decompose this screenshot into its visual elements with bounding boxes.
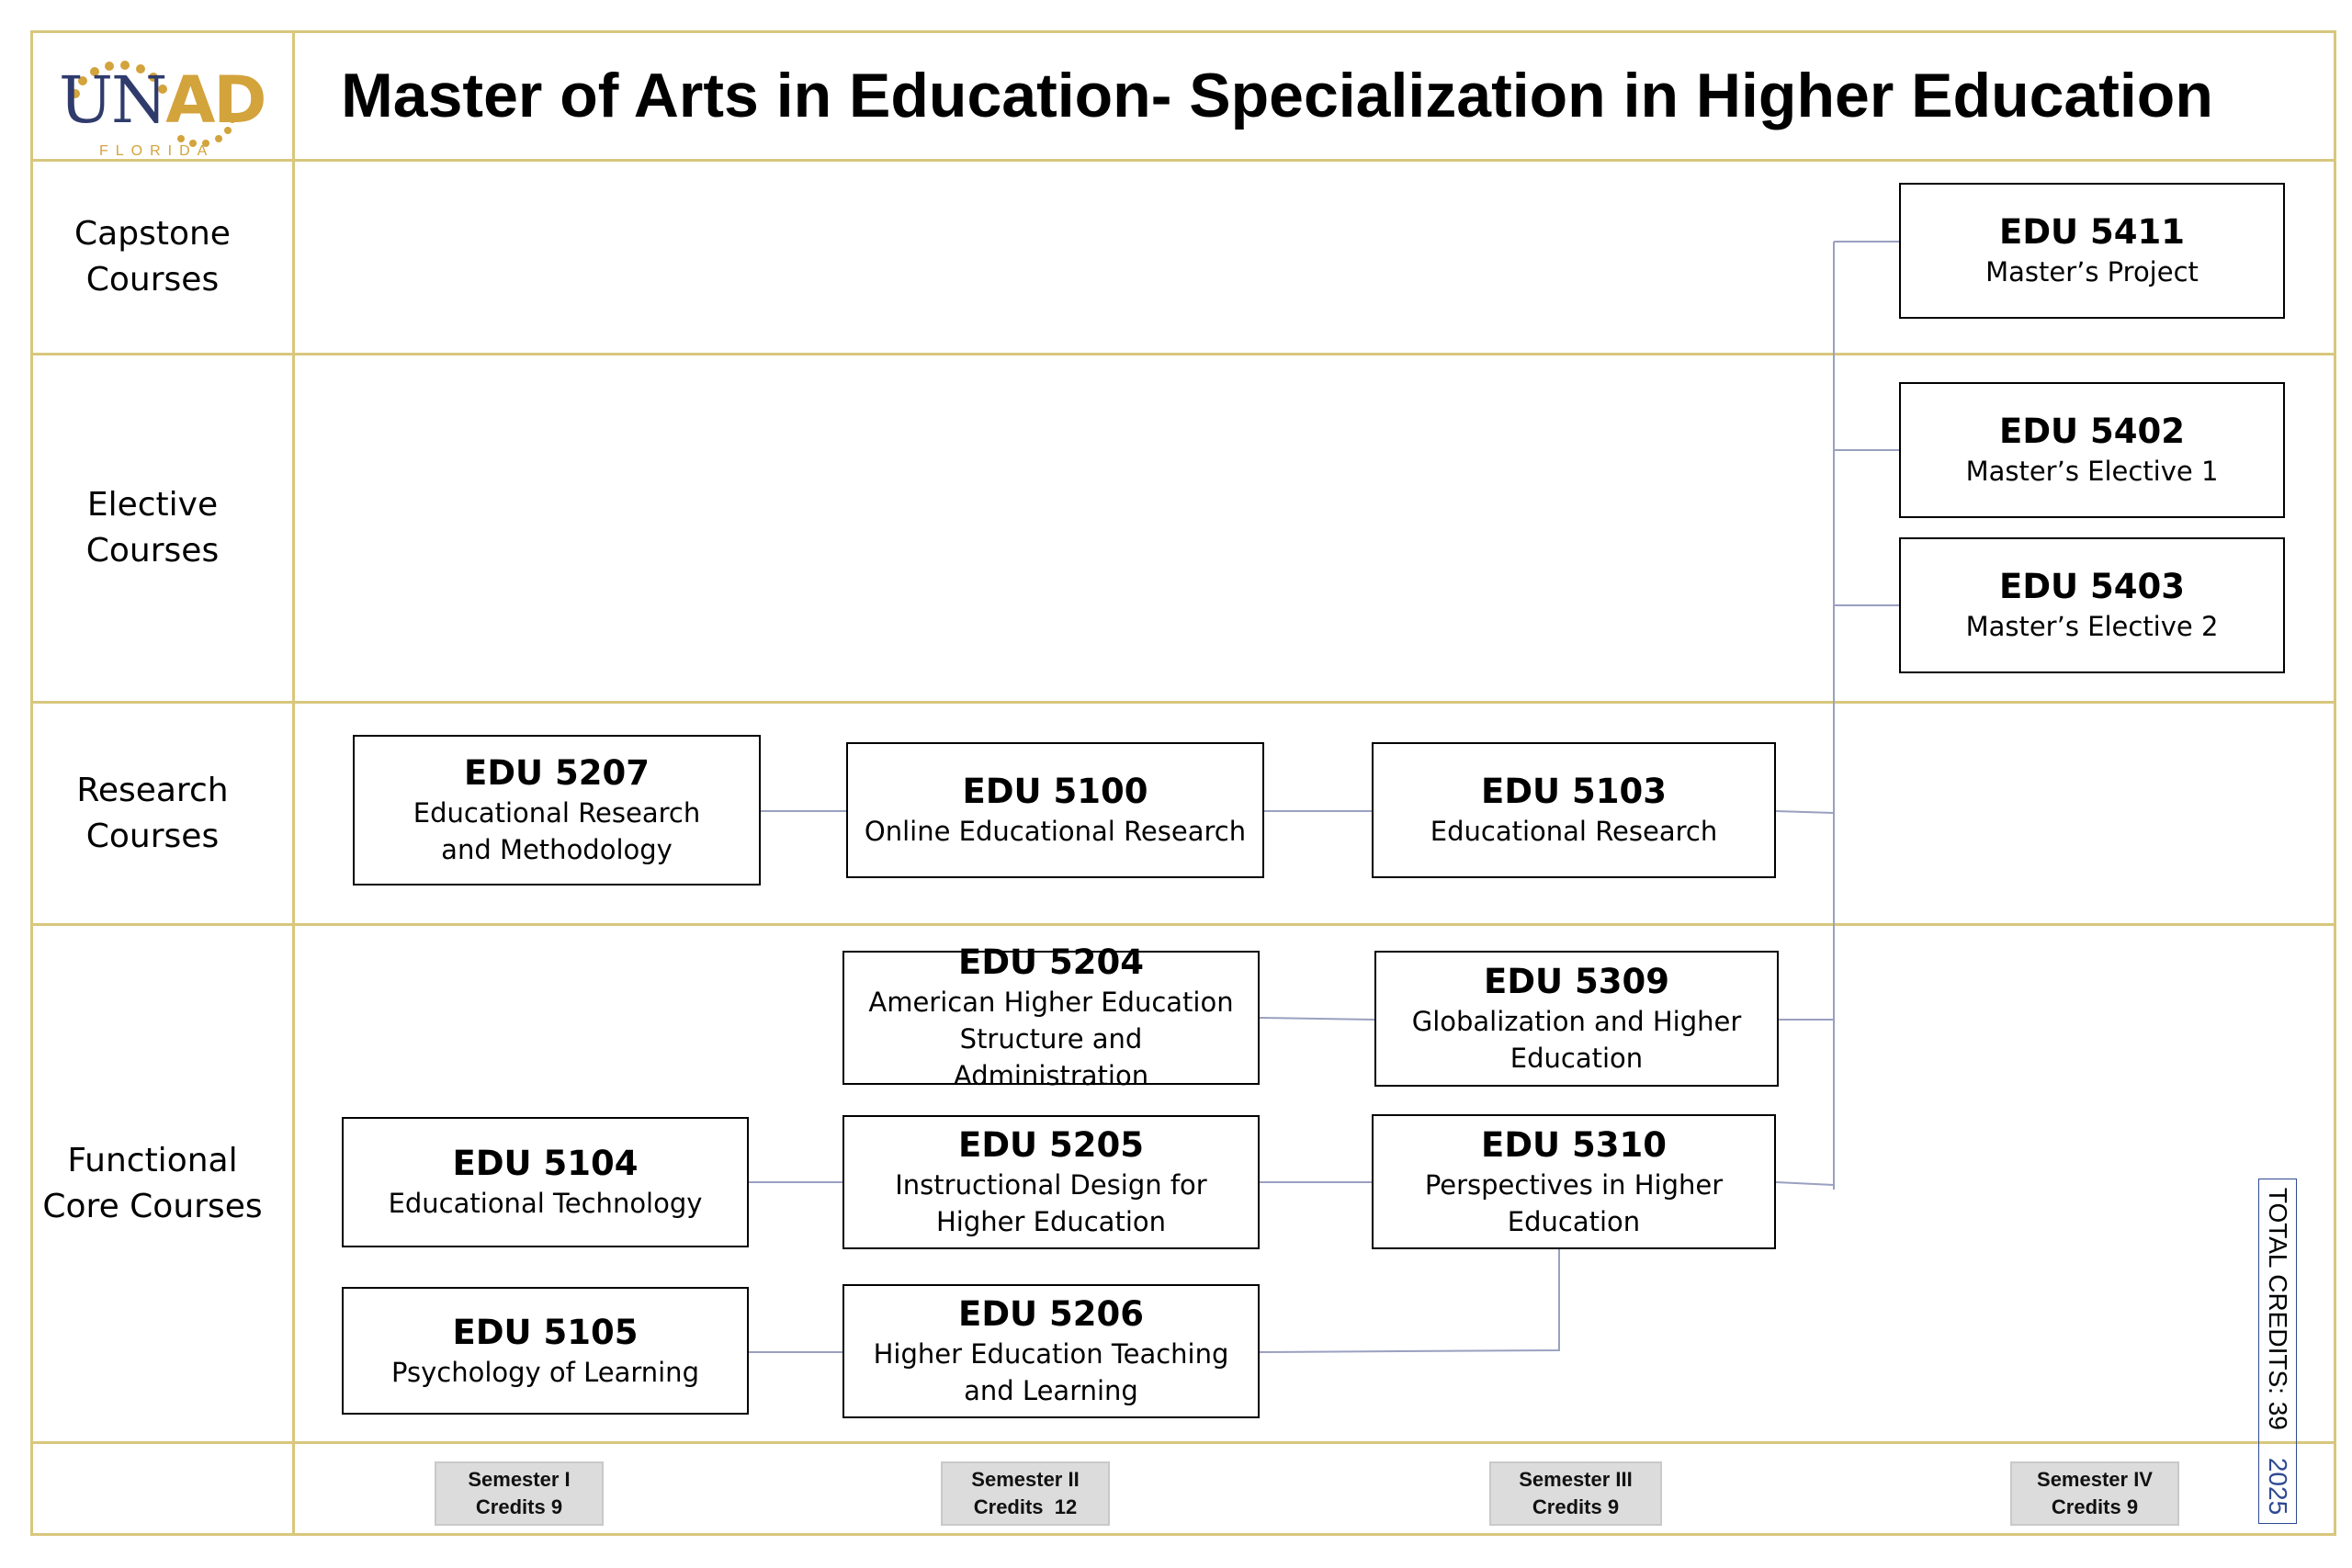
connector-5204-5309 xyxy=(1260,1018,1374,1020)
course-title: Psychology of Learning xyxy=(391,1356,699,1388)
course-code: EDU 5204 xyxy=(958,942,1144,982)
row-label-research: Research Courses xyxy=(76,771,229,855)
course-edu5205 xyxy=(842,1115,1260,1249)
row-label-elective: Elective Courses xyxy=(85,486,220,570)
course-title: Master’s Project xyxy=(1985,256,2199,288)
course-code: EDU 5205 xyxy=(958,1125,1144,1165)
semester-credits: Credits 9 xyxy=(1532,1495,1620,1518)
course-code: EDU 5104 xyxy=(452,1144,639,1183)
course-title: Educational Research and Methodology xyxy=(413,797,701,865)
total-credits-rotated xyxy=(2263,1188,2292,1515)
course-code: EDU 5103 xyxy=(1481,772,1667,811)
row-label-capstone: Capstone Courses xyxy=(74,215,231,299)
course-edu5104 xyxy=(342,1117,749,1247)
course-code: EDU 5309 xyxy=(1484,962,1669,1001)
connector-5310-trunk xyxy=(1776,1182,1834,1185)
semester-1-label xyxy=(435,1461,604,1526)
semester-4-label xyxy=(2010,1461,2179,1526)
course-code: EDU 5206 xyxy=(958,1294,1144,1334)
course-edu5105 xyxy=(342,1287,749,1415)
course-edu5100 xyxy=(846,742,1264,878)
course-code: EDU 5411 xyxy=(1999,212,2185,252)
course-edu5206 xyxy=(842,1284,1260,1418)
course-title: Online Educational Research xyxy=(864,816,1247,847)
semester-credits: Credits 9 xyxy=(2051,1495,2139,1518)
total-credits-badge xyxy=(2258,1179,2297,1524)
course-title: Educational Technology xyxy=(388,1188,703,1219)
semester-2-label xyxy=(941,1461,1110,1526)
course-title: Perspectives in Higher Education xyxy=(1424,1168,1724,1237)
semester-name: Semester III xyxy=(1519,1468,1633,1491)
course-edu5402 xyxy=(1899,382,2285,518)
course-edu5103 xyxy=(1372,742,1776,878)
course-code: EDU 5207 xyxy=(464,753,650,793)
course-title: American Higher Education Structure and Administration xyxy=(868,987,1234,1091)
semester-name: Semester I xyxy=(468,1468,571,1491)
course-code: EDU 5310 xyxy=(1481,1124,1667,1165)
course-title: Educational Research xyxy=(1430,816,1718,847)
course-title: Instructional Design for Higher Education xyxy=(895,1169,1207,1237)
semester-3-label xyxy=(1489,1461,1662,1526)
year-label: 2025 xyxy=(2264,1457,2292,1516)
row-label-functional: Functional Core Courses xyxy=(42,1141,263,1225)
page-title: Master of Arts in Education- Specialization in Higher Education xyxy=(341,61,2213,130)
course-title: Globalization and Higher Education xyxy=(1411,1006,1742,1074)
course-edu5207 xyxy=(353,735,761,886)
course-code: EDU 5402 xyxy=(1999,412,2185,451)
course-code: EDU 5100 xyxy=(962,772,1148,811)
course-edu5309 xyxy=(1374,951,1779,1087)
semester-name: Semester IV xyxy=(2037,1468,2153,1491)
semester-name: Semester II xyxy=(971,1468,1080,1491)
course-code: EDU 5403 xyxy=(1999,567,2185,606)
course-edu5204 xyxy=(842,942,1260,1091)
course-edu5310 xyxy=(1372,1114,1776,1249)
course-edu5411 xyxy=(1899,183,2285,319)
total-credits-text: TOTAL CREDITS: 39 xyxy=(2264,1187,2292,1430)
course-title: Higher Education Teaching and Learning xyxy=(873,1338,1229,1406)
logo-wordmark: UNAD xyxy=(59,62,266,138)
semester-credits: Credits 9 xyxy=(475,1495,563,1518)
connector-5206-5310 xyxy=(1260,1249,1559,1352)
course-edu5403 xyxy=(1899,537,2285,673)
connector-5103-trunk xyxy=(1776,811,1834,813)
semester-credits: Credits 12 xyxy=(973,1495,1078,1518)
course-code: EDU 5105 xyxy=(452,1312,639,1352)
course-title: Master’s Elective 2 xyxy=(1965,611,2219,642)
course-title: Master’s Elective 1 xyxy=(1965,456,2219,487)
logo-subtitle: FLORIDA xyxy=(99,143,215,159)
